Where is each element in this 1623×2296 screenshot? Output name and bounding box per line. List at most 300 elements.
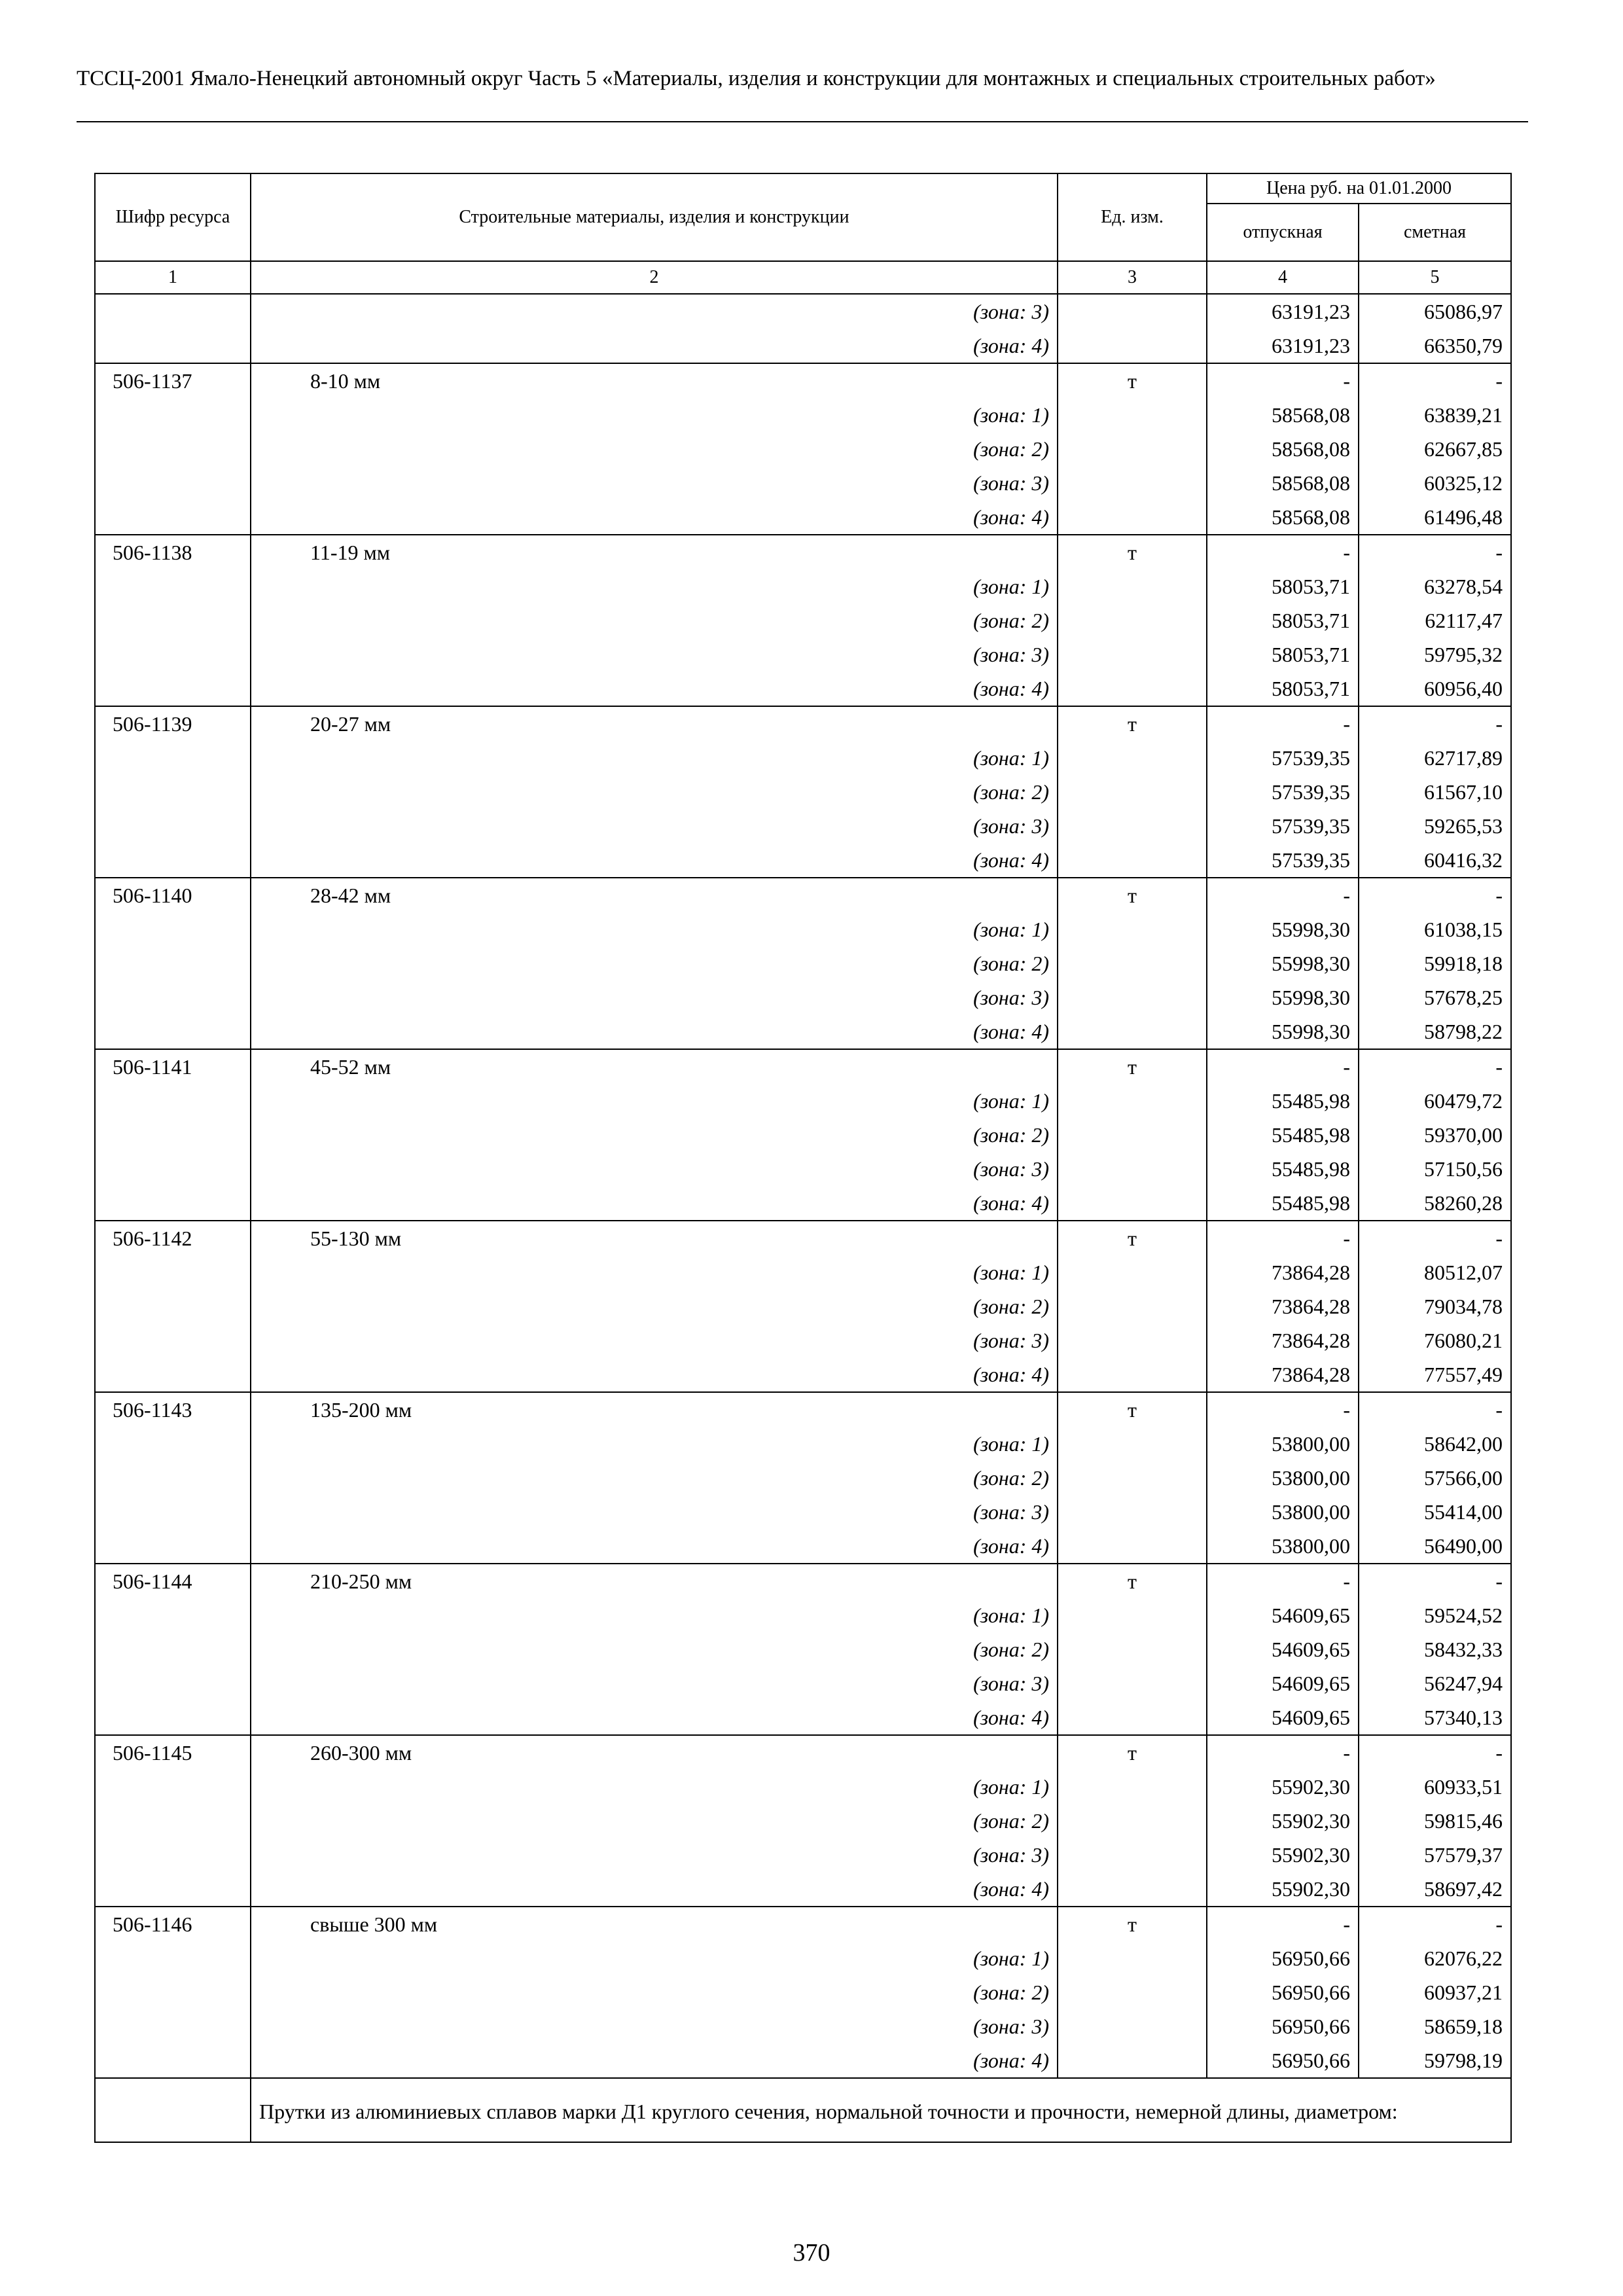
zone-label: (зона: 3) — [251, 637, 1058, 672]
release-price: 55485,98 — [1207, 1118, 1359, 1152]
release-price: 57539,35 — [1207, 809, 1359, 843]
unit-empty — [1058, 1461, 1207, 1495]
estimate-price: 59795,32 — [1359, 637, 1511, 672]
resource-code-empty — [95, 1186, 251, 1221]
table-row — [95, 1735, 1511, 1770]
footer-empty-cell — [95, 2078, 251, 2142]
page-header: ТССЦ-2001 Ямало-Ненецкий автономный округ Часть 5 «Материалы, изделия и конструкции для монтажных и специальных строительных работ» — [77, 67, 1436, 90]
unit-empty — [1058, 912, 1207, 946]
estimate-price: - — [1359, 1392, 1511, 1427]
estimate-price: 57579,37 — [1359, 1838, 1511, 1872]
unit-empty — [1058, 1700, 1207, 1735]
zone-row — [95, 329, 1511, 363]
table-row — [95, 1564, 1511, 1598]
resource-name: 8-10 мм — [251, 363, 1058, 398]
zone-label: (зона: 4) — [251, 843, 1058, 878]
estimate-price: 60325,12 — [1359, 466, 1511, 500]
zone-label: (зона: 4) — [251, 1700, 1058, 1735]
footer-description: Прутки из алюминиевых сплавов марки Д1 круглого сечения, нормальной точности и прочности, немерной длины, диаметром: — [251, 2078, 1511, 2142]
release-price: - — [1207, 1735, 1359, 1770]
estimate-price: 62076,22 — [1359, 1941, 1511, 1975]
zone-label: (зона: 1) — [251, 1770, 1058, 1804]
unit-empty — [1058, 843, 1207, 878]
resource-code-empty — [95, 1495, 251, 1529]
estimate-price: 59265,53 — [1359, 809, 1511, 843]
zone-label: (зона: 3) — [251, 1666, 1058, 1700]
zone-row — [95, 1186, 1511, 1221]
estimate-price: 63278,54 — [1359, 569, 1511, 603]
table-row — [95, 878, 1511, 912]
resource-name: 28-42 мм — [251, 878, 1058, 912]
table-row — [95, 1221, 1511, 1255]
resource-code: 506-1142 — [95, 1221, 251, 1255]
unit-empty — [1058, 603, 1207, 637]
zone-label: (зона: 2) — [251, 775, 1058, 809]
release-price: 63191,23 — [1207, 329, 1359, 363]
zone-label: (зона: 2) — [251, 1118, 1058, 1152]
resource-code-empty — [95, 672, 251, 706]
resource-code-empty — [95, 1700, 251, 1735]
table-row — [95, 1907, 1511, 1941]
zone-label: (зона: 1) — [251, 1941, 1058, 1975]
resource-code-empty — [95, 980, 251, 1014]
unit-empty — [1058, 1598, 1207, 1632]
resource-code: 506-1138 — [95, 535, 251, 569]
zone-row — [95, 1357, 1511, 1392]
zone-label: (зона: 1) — [251, 1598, 1058, 1632]
zone-row — [95, 1632, 1511, 1666]
estimate-price: 57566,00 — [1359, 1461, 1511, 1495]
estimate-price: - — [1359, 706, 1511, 741]
estimate-price: 61567,10 — [1359, 775, 1511, 809]
zone-row — [95, 1770, 1511, 1804]
resource-code-empty — [95, 2009, 251, 2043]
zone-label: (зона: 1) — [251, 398, 1058, 432]
table-row — [95, 363, 1511, 398]
unit-empty — [1058, 1804, 1207, 1838]
zone-row — [95, 809, 1511, 843]
unit-empty — [1058, 1529, 1207, 1564]
zone-label: (зона: 3) — [251, 1495, 1058, 1529]
zone-row — [95, 1118, 1511, 1152]
release-price: 58568,08 — [1207, 466, 1359, 500]
zone-row — [95, 1084, 1511, 1118]
zone-label: (зона: 2) — [251, 946, 1058, 980]
unit-empty — [1058, 432, 1207, 466]
release-price: 57539,35 — [1207, 775, 1359, 809]
zone-row — [95, 672, 1511, 706]
unit-empty — [1058, 1666, 1207, 1700]
resource-unit: т — [1058, 1907, 1207, 1941]
zone-row — [95, 2009, 1511, 2043]
estimate-price: 58642,00 — [1359, 1427, 1511, 1461]
release-price: 73864,28 — [1207, 1357, 1359, 1392]
resource-name: 45-52 мм — [251, 1049, 1058, 1084]
resource-code-empty — [95, 398, 251, 432]
zone-row — [95, 741, 1511, 775]
release-price: - — [1207, 706, 1359, 741]
zone-row — [95, 1804, 1511, 1838]
unit-empty — [1058, 672, 1207, 706]
unit-empty — [1058, 294, 1207, 329]
resource-code: 506-1143 — [95, 1392, 251, 1427]
release-price: 73864,28 — [1207, 1323, 1359, 1357]
estimate-price: 65086,97 — [1359, 294, 1511, 329]
unit-empty — [1058, 1495, 1207, 1529]
unit-empty — [1058, 569, 1207, 603]
unit-empty — [1058, 946, 1207, 980]
resource-name: 20-27 мм — [251, 706, 1058, 741]
release-price: 57539,35 — [1207, 843, 1359, 878]
unit-empty — [1058, 1872, 1207, 1907]
resource-code-empty — [95, 741, 251, 775]
estimate-price: 62117,47 — [1359, 603, 1511, 637]
release-price: 56950,66 — [1207, 2009, 1359, 2043]
resource-code-empty — [95, 1323, 251, 1357]
zone-row — [95, 1700, 1511, 1735]
release-price: 58053,71 — [1207, 637, 1359, 672]
resource-code-empty — [95, 432, 251, 466]
zone-row — [95, 980, 1511, 1014]
estimate-price: 60933,51 — [1359, 1770, 1511, 1804]
release-price: 53800,00 — [1207, 1495, 1359, 1529]
zone-row — [95, 1152, 1511, 1186]
release-price: 53800,00 — [1207, 1427, 1359, 1461]
unit-empty — [1058, 1838, 1207, 1872]
release-price: 63191,23 — [1207, 294, 1359, 329]
release-price: 53800,00 — [1207, 1461, 1359, 1495]
unit-empty — [1058, 1118, 1207, 1152]
unit-empty — [1058, 1323, 1207, 1357]
resource-name: 55-130 мм — [251, 1221, 1058, 1255]
unit-empty — [1058, 809, 1207, 843]
unit-empty — [1058, 775, 1207, 809]
unit-empty — [1058, 329, 1207, 363]
resource-code-empty — [95, 603, 251, 637]
unit-empty — [1058, 1084, 1207, 1118]
release-price: 54609,65 — [1207, 1598, 1359, 1632]
zone-row — [95, 294, 1511, 329]
zone-row — [95, 637, 1511, 672]
resource-code-empty — [95, 294, 251, 329]
estimate-price: 58260,28 — [1359, 1186, 1511, 1221]
resource-name: свыше 300 мм — [251, 1907, 1058, 1941]
estimate-price: 58798,22 — [1359, 1014, 1511, 1049]
unit-empty — [1058, 1152, 1207, 1186]
estimate-price: 66350,79 — [1359, 329, 1511, 363]
header-estimate-price: сметная — [1359, 204, 1511, 261]
zone-row — [95, 1872, 1511, 1907]
release-price: 55902,30 — [1207, 1872, 1359, 1907]
release-price: 55902,30 — [1207, 1804, 1359, 1838]
zone-label: (зона: 1) — [251, 1427, 1058, 1461]
zone-row — [95, 1666, 1511, 1700]
estimate-price: 57678,25 — [1359, 980, 1511, 1014]
estimate-price: 76080,21 — [1359, 1323, 1511, 1357]
unit-empty — [1058, 500, 1207, 535]
zone-row — [95, 398, 1511, 432]
resource-code: 506-1139 — [95, 706, 251, 741]
resource-code: 506-1137 — [95, 363, 251, 398]
release-price: - — [1207, 363, 1359, 398]
column-number: 4 — [1207, 261, 1359, 294]
zone-label: (зона: 3) — [251, 1152, 1058, 1186]
zone-row — [95, 912, 1511, 946]
resource-code-empty — [95, 946, 251, 980]
column-number: 2 — [251, 261, 1058, 294]
zone-label: (зона: 1) — [251, 569, 1058, 603]
header-unit: Ед. изм. — [1058, 173, 1207, 261]
zone-row — [95, 500, 1511, 535]
resource-code-empty — [95, 1804, 251, 1838]
resource-code-empty — [95, 569, 251, 603]
unit-empty — [1058, 1770, 1207, 1804]
resource-code-empty — [95, 775, 251, 809]
estimate-price: - — [1359, 1735, 1511, 1770]
zone-label: (зона: 4) — [251, 672, 1058, 706]
unit-empty — [1058, 1427, 1207, 1461]
estimate-price: 56490,00 — [1359, 1529, 1511, 1564]
resource-code-empty — [95, 1838, 251, 1872]
estimate-price: 59524,52 — [1359, 1598, 1511, 1632]
release-price: - — [1207, 1392, 1359, 1427]
zone-row — [95, 1495, 1511, 1529]
estimate-price: 61038,15 — [1359, 912, 1511, 946]
resource-unit: т — [1058, 1392, 1207, 1427]
resource-code: 506-1141 — [95, 1049, 251, 1084]
resource-unit: т — [1058, 1564, 1207, 1598]
resource-code-empty — [95, 1289, 251, 1323]
unit-empty — [1058, 1255, 1207, 1289]
estimate-price: 62667,85 — [1359, 432, 1511, 466]
unit-empty — [1058, 1941, 1207, 1975]
release-price: 55998,30 — [1207, 1014, 1359, 1049]
unit-empty — [1058, 2043, 1207, 2078]
resource-unit: т — [1058, 878, 1207, 912]
zone-label: (зона: 2) — [251, 603, 1058, 637]
estimate-price: 57150,56 — [1359, 1152, 1511, 1186]
release-price: - — [1207, 1564, 1359, 1598]
resource-code: 506-1140 — [95, 878, 251, 912]
release-price: 55902,30 — [1207, 1770, 1359, 1804]
zone-row — [95, 1975, 1511, 2009]
header-divider — [77, 121, 1528, 122]
resource-code-empty — [95, 500, 251, 535]
estimate-price: 80512,07 — [1359, 1255, 1511, 1289]
unit-empty — [1058, 1186, 1207, 1221]
zone-label: (зона: 2) — [251, 1632, 1058, 1666]
zone-label: (зона: 3) — [251, 1838, 1058, 1872]
resource-code: 506-1145 — [95, 1735, 251, 1770]
estimate-price: 62717,89 — [1359, 741, 1511, 775]
release-price: - — [1207, 1907, 1359, 1941]
resource-code: 506-1146 — [95, 1907, 251, 1941]
zone-label: (зона: 3) — [251, 2009, 1058, 2043]
zone-label: (зона: 4) — [251, 1529, 1058, 1564]
estimate-price: 60956,40 — [1359, 672, 1511, 706]
zone-label: (зона: 3) — [251, 294, 1058, 329]
resource-code-empty — [95, 1598, 251, 1632]
release-price: 58053,71 — [1207, 569, 1359, 603]
page-number: 370 — [793, 2239, 830, 2267]
unit-empty — [1058, 1975, 1207, 2009]
resource-price-table — [94, 173, 1512, 2143]
release-price: 55998,30 — [1207, 946, 1359, 980]
release-price: 54609,65 — [1207, 1700, 1359, 1735]
zone-label: (зона: 2) — [251, 1975, 1058, 2009]
estimate-price: 59815,46 — [1359, 1804, 1511, 1838]
resource-name: 210-250 мм — [251, 1564, 1058, 1598]
estimate-price: - — [1359, 1049, 1511, 1084]
zone-row — [95, 1529, 1511, 1564]
unit-empty — [1058, 1289, 1207, 1323]
estimate-price: 55414,00 — [1359, 1495, 1511, 1529]
zone-row — [95, 1323, 1511, 1357]
zone-label: (зона: 4) — [251, 1186, 1058, 1221]
estimate-price: 59370,00 — [1359, 1118, 1511, 1152]
zone-label: (зона: 3) — [251, 980, 1058, 1014]
resource-code-empty — [95, 1014, 251, 1049]
zone-label: (зона: 3) — [251, 809, 1058, 843]
resource-code-empty — [95, 1427, 251, 1461]
resource-code-empty — [95, 1152, 251, 1186]
estimate-price: 60416,32 — [1359, 843, 1511, 878]
estimate-price: 63839,21 — [1359, 398, 1511, 432]
estimate-price: - — [1359, 878, 1511, 912]
zone-label: (зона: 1) — [251, 912, 1058, 946]
resource-code-empty — [95, 912, 251, 946]
zone-row — [95, 1255, 1511, 1289]
header-release-price: отпускная — [1207, 204, 1359, 261]
unit-empty — [1058, 2009, 1207, 2043]
release-price: 54609,65 — [1207, 1632, 1359, 1666]
table-body — [95, 294, 1511, 2078]
estimate-price: 57340,13 — [1359, 1700, 1511, 1735]
unit-empty — [1058, 741, 1207, 775]
resource-code-empty — [95, 1529, 251, 1564]
resource-unit: т — [1058, 706, 1207, 741]
release-price: - — [1207, 1049, 1359, 1084]
resource-code-empty — [95, 1632, 251, 1666]
resource-name: 135-200 мм — [251, 1392, 1058, 1427]
resource-name: 11-19 мм — [251, 535, 1058, 569]
zone-row — [95, 1598, 1511, 1632]
release-price: 56950,66 — [1207, 2043, 1359, 2078]
zone-row — [95, 466, 1511, 500]
zone-row — [95, 1014, 1511, 1049]
release-price: 55902,30 — [1207, 1838, 1359, 1872]
zone-label: (зона: 3) — [251, 466, 1058, 500]
release-price: 55485,98 — [1207, 1186, 1359, 1221]
estimate-price: 60479,72 — [1359, 1084, 1511, 1118]
release-price: 58568,08 — [1207, 398, 1359, 432]
release-price: 56950,66 — [1207, 1975, 1359, 2009]
resource-code-empty — [95, 1461, 251, 1495]
estimate-price: 58432,33 — [1359, 1632, 1511, 1666]
unit-empty — [1058, 1357, 1207, 1392]
release-price: 53800,00 — [1207, 1529, 1359, 1564]
resource-code-empty — [95, 1770, 251, 1804]
resource-unit: т — [1058, 363, 1207, 398]
zone-label: (зона: 4) — [251, 2043, 1058, 2078]
resource-code-empty — [95, 1872, 251, 1907]
resource-code-empty — [95, 1255, 251, 1289]
release-price: 58053,71 — [1207, 603, 1359, 637]
unit-empty — [1058, 1014, 1207, 1049]
release-price: 55485,98 — [1207, 1084, 1359, 1118]
release-price: 56950,66 — [1207, 1941, 1359, 1975]
release-price: - — [1207, 535, 1359, 569]
resource-code-empty — [95, 1941, 251, 1975]
zone-row — [95, 603, 1511, 637]
estimate-price: 59918,18 — [1359, 946, 1511, 980]
zone-label: (зона: 4) — [251, 1872, 1058, 1907]
zone-row — [95, 946, 1511, 980]
resource-code-empty — [95, 329, 251, 363]
zone-row — [95, 1461, 1511, 1495]
release-price: 73864,28 — [1207, 1255, 1359, 1289]
unit-empty — [1058, 637, 1207, 672]
zone-row — [95, 569, 1511, 603]
zone-label: (зона: 2) — [251, 1461, 1058, 1495]
resource-code-empty — [95, 809, 251, 843]
zone-row — [95, 432, 1511, 466]
estimate-price: 59798,19 — [1359, 2043, 1511, 2078]
release-price: - — [1207, 878, 1359, 912]
resource-name: 260-300 мм — [251, 1735, 1058, 1770]
zone-label: (зона: 4) — [251, 329, 1058, 363]
column-number: 1 — [95, 261, 251, 294]
header-code: Шифр ресурса — [95, 173, 251, 261]
estimate-price: 58659,18 — [1359, 2009, 1511, 2043]
zone-label: (зона: 2) — [251, 1804, 1058, 1838]
release-price: 55998,30 — [1207, 912, 1359, 946]
resource-code-empty — [95, 1357, 251, 1392]
header-price-group: Цена руб. на 01.01.2000 — [1207, 173, 1511, 204]
resource-code-empty — [95, 637, 251, 672]
resource-code-empty — [95, 1118, 251, 1152]
zone-row — [95, 1289, 1511, 1323]
column-number: 3 — [1058, 261, 1207, 294]
zone-label: (зона: 2) — [251, 1289, 1058, 1323]
resource-code-empty — [95, 2043, 251, 2078]
table-row — [95, 1392, 1511, 1427]
resource-code-empty — [95, 1084, 251, 1118]
zone-row — [95, 775, 1511, 809]
zone-label: (зона: 2) — [251, 432, 1058, 466]
zone-row — [95, 2043, 1511, 2078]
unit-empty — [1058, 466, 1207, 500]
estimate-price: - — [1359, 363, 1511, 398]
zone-label: (зона: 3) — [251, 1323, 1058, 1357]
zone-label: (зона: 4) — [251, 500, 1058, 535]
estimate-price: - — [1359, 535, 1511, 569]
resource-unit: т — [1058, 1735, 1207, 1770]
estimate-price: - — [1359, 1907, 1511, 1941]
resource-code-empty — [95, 1666, 251, 1700]
release-price: 58053,71 — [1207, 672, 1359, 706]
table-row — [95, 535, 1511, 569]
resource-code-empty — [95, 843, 251, 878]
resource-code-empty — [95, 466, 251, 500]
estimate-price: 61496,48 — [1359, 500, 1511, 535]
zone-label: (зона: 4) — [251, 1357, 1058, 1392]
zone-label: (зона: 4) — [251, 1014, 1058, 1049]
estimate-price: 60937,21 — [1359, 1975, 1511, 2009]
release-price: 57539,35 — [1207, 741, 1359, 775]
estimate-price: 56247,94 — [1359, 1666, 1511, 1700]
release-price: 58568,08 — [1207, 500, 1359, 535]
